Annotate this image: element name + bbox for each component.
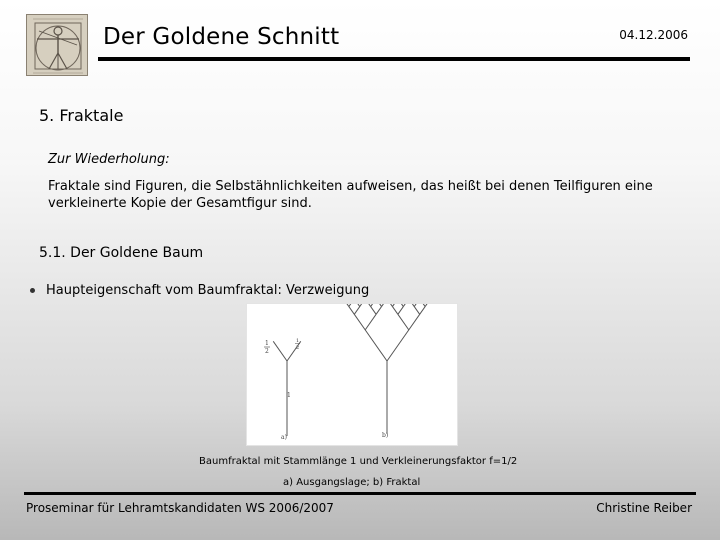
tree-branch xyxy=(414,304,417,307)
branch-fraction-right-den: 2 xyxy=(296,345,300,351)
tree-branch xyxy=(387,330,409,361)
tree-branch xyxy=(349,307,354,315)
tree-branch xyxy=(420,307,425,315)
tree-branch xyxy=(379,304,382,307)
tree-branch xyxy=(412,304,415,307)
tree-branch xyxy=(425,304,428,307)
label-a: a) xyxy=(281,434,287,441)
tree-branch xyxy=(409,314,420,330)
page-title: Der Goldene Schnitt xyxy=(103,24,340,50)
tree-branch xyxy=(357,304,360,307)
header-divider xyxy=(98,57,690,61)
tree-branch xyxy=(422,304,425,307)
footer-author: Christine Reiber xyxy=(596,501,692,515)
tree-branch xyxy=(414,307,419,315)
tree-b-fractal xyxy=(344,304,430,434)
figure-caption: Baumfraktal mit Stammlänge 1 und Verkleinerungsfaktor f=1/2 xyxy=(199,456,518,467)
footer-course: Proseminar für Lehramtskandidaten WS 2006/2007 xyxy=(26,501,334,515)
tree-branch xyxy=(382,304,385,307)
tree-branch xyxy=(354,307,359,315)
tree-branch xyxy=(365,314,376,330)
tree-branch xyxy=(390,304,393,307)
bullet-item xyxy=(30,283,369,298)
bullet-icon xyxy=(30,288,35,293)
tree-branch xyxy=(403,304,406,307)
header-date: 04.12.2006 xyxy=(619,28,688,42)
tree-branch xyxy=(365,330,387,361)
tree-branch xyxy=(392,307,397,315)
tree-branch xyxy=(392,304,395,307)
footer-divider xyxy=(24,492,696,495)
tree-branch xyxy=(354,314,365,330)
tree-branch xyxy=(371,304,374,307)
tree-branch xyxy=(371,307,376,315)
vitruvian-man-icon xyxy=(26,14,88,76)
definition-text: Fraktale sind Figuren, die Selbstähnlichkeiten aufweisen, das heißt bei denen Teilfiguren eine verkleinerte Kopie der Gesamtfigur sind. xyxy=(48,179,653,211)
tree-branch xyxy=(360,304,363,307)
label-b: b) xyxy=(382,432,389,439)
branch-fraction-left-num: 1 xyxy=(265,340,269,347)
branch-fraction-left-den: 2 xyxy=(265,348,269,355)
subsection-heading: 5.1. Der Goldene Baum xyxy=(39,245,204,261)
tree-a-initial xyxy=(273,341,301,436)
tree-branch xyxy=(401,304,404,307)
recap-label: Zur Wiederholung: xyxy=(48,152,170,167)
tree-fractal-diagram xyxy=(247,304,457,445)
tree-branch xyxy=(398,307,403,315)
section-heading: 5. Fraktale xyxy=(39,106,124,125)
tree-branch xyxy=(368,304,371,307)
tree-fractal-figure xyxy=(247,304,457,445)
bullet-text: Haupteigenschaft vom Baumfraktal: Verzweigung xyxy=(46,283,370,298)
tree-branch xyxy=(346,304,349,307)
tree-branch xyxy=(349,304,352,307)
trunk-length-label: 1 xyxy=(287,392,291,399)
figure-caption-sub: a) Ausgangslage; b) Fraktal xyxy=(283,477,421,488)
tree-branch xyxy=(273,341,287,361)
branch-fraction-right-num: 1 xyxy=(296,338,300,344)
tree-branch xyxy=(398,314,409,330)
tree-branch xyxy=(376,307,381,315)
